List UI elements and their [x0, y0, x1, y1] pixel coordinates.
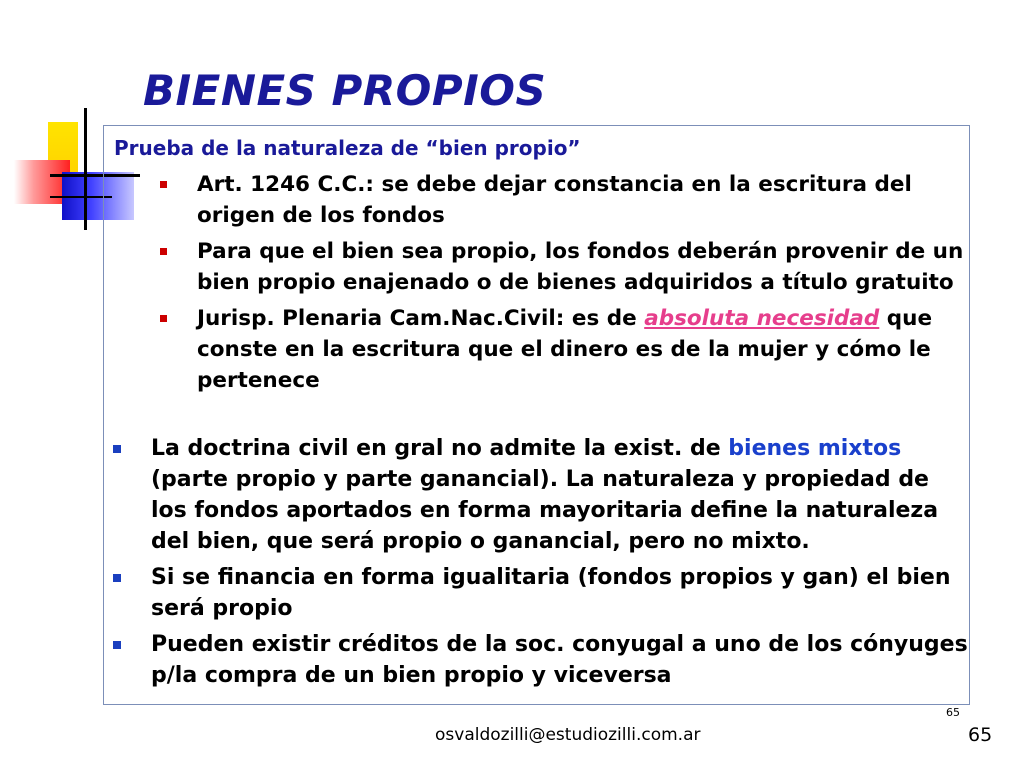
bullet-text: Art. 1246 C.C.: se debe dejar constancia en la escritura del origen de los fondos — [197, 172, 912, 228]
list-item — [160, 303, 965, 396]
bullet-text-before: Jurisp. Plenaria Cam.Nac.Civil: es de — [197, 306, 645, 331]
square-bullet-icon — [160, 315, 167, 322]
sub-bullet-list — [160, 169, 965, 401]
square-bullet-icon — [113, 641, 121, 649]
square-bullet-icon — [160, 248, 167, 255]
bullet-text-after: (parte propio y parte ganancial). La naturaleza y propiedad de los fondos aportados en forma mayoritaria define la naturaleza del bien, que será propio o ganancial, pero no mixto. — [151, 467, 939, 554]
square-bullet-icon — [113, 445, 121, 453]
bullet-text-after: que conste en la escritura que el dinero es de la mujer y cómo le pertenece — [197, 306, 933, 393]
page-number-small: 65 — [946, 706, 960, 719]
bullet-text-before: La doctrina civil en gral no admite la exist. de — [151, 436, 729, 461]
list-item — [160, 169, 965, 231]
list-item — [113, 629, 968, 691]
logo-vertical-line — [84, 108, 87, 230]
highlight-bienes-mixtos: bienes mixtos — [728, 436, 902, 461]
list-item — [113, 433, 968, 557]
bullet-text: Pueden existir créditos de la soc. conyugal a uno de los cónyuges p/la compra de un bien propio y viceversa — [151, 632, 968, 688]
square-bullet-icon — [160, 181, 167, 188]
square-bullet-icon — [113, 574, 121, 582]
highlight-absoluta-necesidad: absoluta necesidad — [644, 306, 880, 331]
list-item — [113, 562, 968, 624]
main-bullet-list — [113, 433, 968, 696]
footer-email: osvaldozilli@estudiozilli.com.ar — [435, 725, 701, 745]
bullet-text: Para que el bien sea propio, los fondos deberán provenir de un bien propio enajenado o de bienes adquiridos a título gratuito — [197, 239, 964, 295]
page-number: 65 — [968, 724, 993, 746]
slide-title: BIENES PROPIOS — [143, 66, 547, 115]
list-item — [160, 236, 965, 298]
bullet-text: Si se financia en forma igualitaria (fondos propios y gan) el bien será propio — [151, 565, 951, 621]
subheading: Prueba de la naturaleza de “bien propio” — [114, 136, 581, 160]
